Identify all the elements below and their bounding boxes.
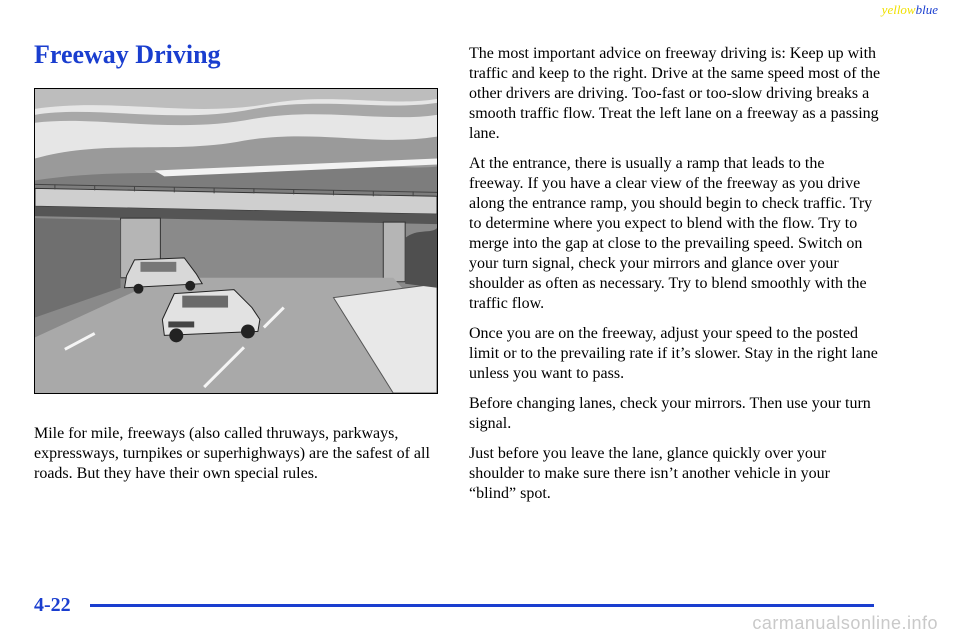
color-tag-yellow: yellow [881, 2, 916, 17]
paragraph: Once you are on the freeway, adjust your speed to the posted limit or to the prevailing rate if it’s slower. Stay in the right lane unless you want to pass. [469, 325, 878, 382]
bridge-pillar-right [383, 222, 405, 282]
page-number: 4-22 [34, 594, 71, 616]
watermark: carmanualsonline.info [752, 613, 938, 633]
freeway-scene [35, 89, 437, 393]
paragraph: At the entrance, there is usually a ramp that leads to the freeway. If you have a clear view of the freeway as you drive along the entrance ramp, you should begin to check traffic. Try to determine where you expect to blend with the flow. Try to merge into the gap at close to the prevailing speed. Switch on your turn signal, check your mirrors and glance over your shoulder as often as necessary. Try to blend smoothly with the traffic flow. [469, 155, 873, 312]
paragraph: The most important advice on freeway driving is: Keep up with traffic and keep to the right. Drive at the same speed most of the other drivers are driving. Too‑fast or too‑slow driving breaks a smooth traffic flow. Treat the left lane on a freeway as a passing lane. [469, 45, 881, 142]
freeway-overpass-illustration-icon [34, 88, 438, 394]
footer-rule [90, 604, 874, 607]
paragraph: Just before you leave the lane, glance quickly over your shoulder to make sure there isn’t another vehicle in your “blind” spot. [469, 445, 830, 502]
paragraph: Mile for mile, freeways (also called thruways, parkways, expressways, turnpikes or superhighways) are the safest of all roads. But they have their own special rules. [34, 425, 430, 482]
right-column-text [469, 44, 881, 514]
paragraph: Before changing lanes, check your mirrors. Then use your turn signal. [469, 395, 871, 432]
color-tag-blue: blue [915, 2, 938, 17]
left-column-text [34, 424, 444, 494]
roadside-trees [405, 228, 437, 288]
page-title: Freeway Driving [34, 40, 221, 69]
color-tag [882, 2, 938, 18]
